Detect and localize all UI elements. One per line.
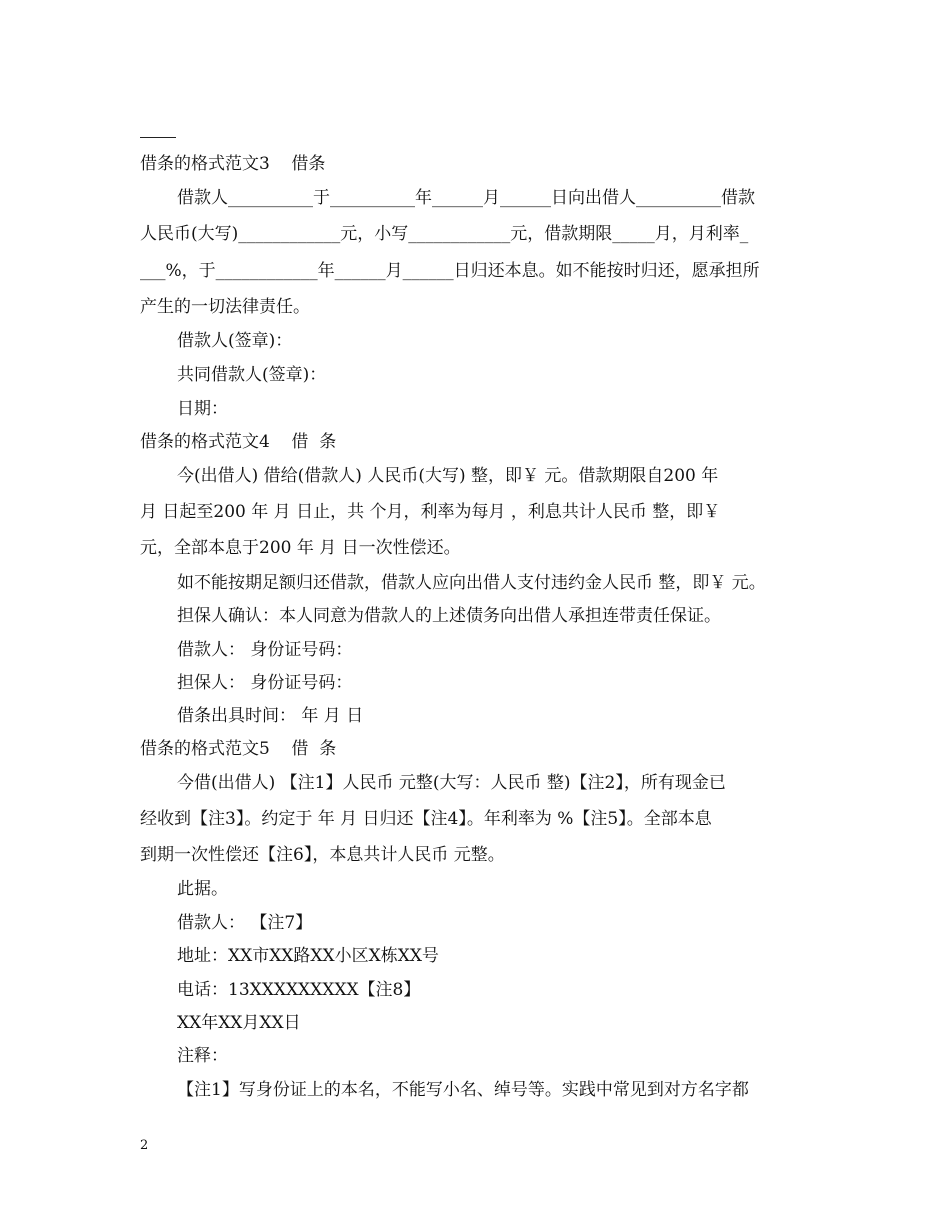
paragraph-line: 人民币(大写)____________元，小写____________元，借款期限_____月，月利率_	[140, 224, 749, 244]
paragraph-line: 今借(出借人) 【注1】人民币 元整(大写：人民币 整)【注2】，所有现金已	[177, 773, 726, 793]
heading-sample-3: 借条的格式范文3 借条	[140, 154, 326, 174]
notes-heading: 注释：	[177, 1046, 228, 1066]
paragraph-line: 今(出借人) 借给(借款人) 人民币(大写) 整，即￥ 元。借款期限自200 年	[177, 466, 719, 486]
phone-line: 电话：13XXXXXXXXX【注8】	[177, 980, 421, 1000]
date-line: XX年XX月XX日	[177, 1013, 301, 1033]
top-rule-line	[140, 137, 176, 138]
signature-line: 担保人： 身份证号码：	[177, 673, 353, 693]
paragraph-line: 担保人确认：本人同意为借款人的上述债务向出借人承担连带责任保证。	[177, 606, 721, 626]
date-line: 日期：	[177, 399, 228, 419]
date-line: 借条出具时间： 年 月 日	[177, 706, 364, 726]
signature-line: 借款人： 身份证号码：	[177, 640, 353, 660]
address-line: 地址：XX市XX路XX小区X栋XX号	[177, 946, 439, 966]
signature-line: 借款人： 【注7】	[177, 913, 313, 933]
paragraph-line: 经收到【注3】。约定于 年 月 日归还【注4】。年利率为 %【注5】。全部本息	[140, 809, 712, 829]
paragraph-line: 如不能按期足额归还借款，借款人应向出借人支付违约金人民币 整，即￥ 元。	[177, 573, 766, 593]
heading-sample-5: 借条的格式范文5 借 条	[140, 739, 337, 759]
page-number: 2	[140, 1138, 149, 1153]
signature-line: 借款人(签章)：	[177, 331, 293, 351]
paragraph-line: 借款人__________于__________年______月______日向出借人__________借款	[177, 188, 755, 208]
heading-sample-4: 借条的格式范文4 借 条	[140, 432, 337, 452]
paragraph-line: 产生的一切法律责任。	[140, 297, 310, 317]
paragraph-line: 到期一次性偿还【注6】，本息共计人民币 元整。	[140, 845, 505, 865]
paragraph-line: 月 日起至200 年 月 日止，共 个月，利率为每月 ，利息共计人民币 整，即￥	[140, 502, 721, 522]
paragraph-line: ___%，于____________年______月______日归还本息。如不能按时归还，愿承担所	[140, 261, 760, 281]
paragraph-line: 元，全部本息于200 年 月 日一次性偿还。	[140, 538, 461, 558]
paragraph-line: 此据。	[177, 879, 228, 899]
signature-line: 共同借款人(签章)：	[177, 365, 327, 385]
note-line: 【注1】写身份证上的本名，不能写小名、绰号等。实践中常见到对方名字都	[177, 1080, 749, 1100]
